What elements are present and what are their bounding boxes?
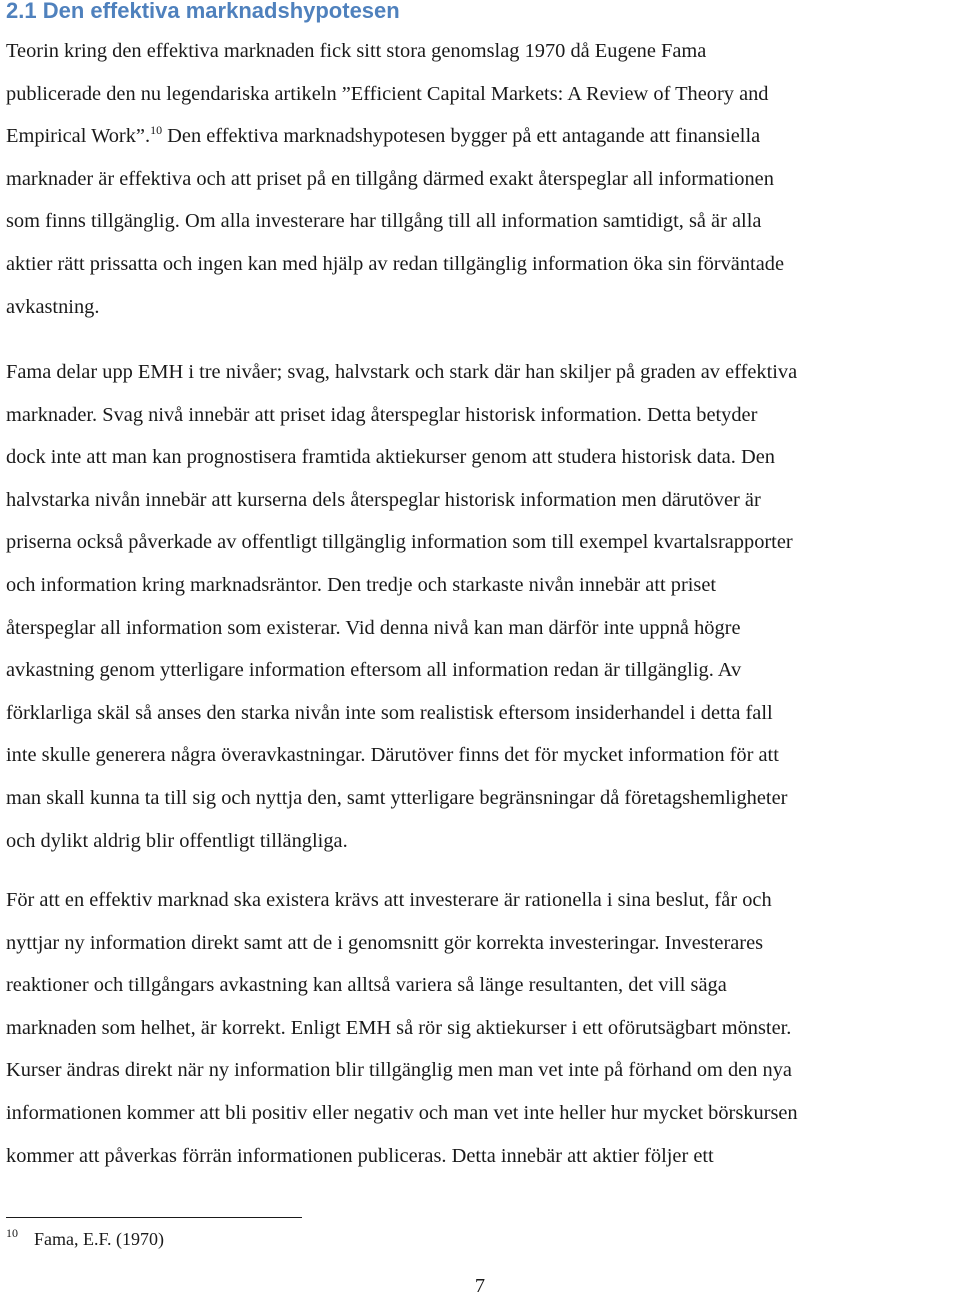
text-line: Kurser ändras direkt när ny information blir tillgänglig men man vet inte på förhand om den nya: [6, 1059, 792, 1082]
text-line: För att en effektiv marknad ska existera krävs att investerare är rationella i sina beslut, får och: [6, 889, 772, 911]
paragraph-2: [6, 351, 960, 862]
text-line: Teorin kring den effektiva marknaden fick sitt stora genomslag 1970 då Eugene Fama: [6, 40, 707, 62]
text-line: Fama delar upp EMH i tre nivåer; svag, halvstark och stark där han skiljer på graden av effektiva: [6, 361, 798, 383]
paragraph-3: [6, 879, 960, 1177]
footnote-separator: [6, 1217, 302, 1218]
text-line: förklarliga skäl så anses den starka nivån inte som realistisk eftersom insiderhandel i detta fall: [6, 701, 773, 724]
text-line: och information kring marknadsräntor. Den tredje och starkaste nivån innebär att priset: [6, 573, 717, 596]
footnote-reference[interactable]: 10: [150, 123, 163, 138]
text-line: marknaden som helhet, är korrekt. Enligt EMH så rör sig aktiekurser i ett oförutsägbart mönster.: [6, 1016, 792, 1039]
text-line: marknader är effektiva och att priset på en tillgång därmed exakt återspeglar all informationen: [6, 167, 774, 190]
text-line: inte skulle generera några överavkastningar. Därutöver finns det för mycket information för att: [6, 744, 779, 767]
text-segment: Den effektiva marknadshypotesen bygger på ett antagande att finansiella: [162, 125, 761, 148]
text-line: informationen kommer att bli positiv eller negativ och man vet inte heller hur mycket börskursen: [6, 1101, 798, 1124]
text-line: halvstarka nivån innebär att kurserna dels återspeglar historisk information men därutöver är: [6, 488, 761, 511]
page-number: 7: [474, 1275, 486, 1297]
text-line: aktier rätt prissatta och ingen kan med hjälp av redan tillgänglig information öka sin förväntade: [6, 252, 785, 275]
footnote: 10 Fama, E.F. (1970): [6, 1226, 165, 1249]
footnote-text: Fama, E.F. (1970): [34, 1229, 165, 1249]
paragraph-1: [6, 30, 960, 328]
text-line: och dylikt aldrig blir offentligt tillängliga.: [6, 829, 348, 852]
text-line: avkastning genom ytterligare information eftersom all information redan är tillgänglig. Av: [6, 659, 742, 682]
text-line: dock inte att man kan prognostisera framtida aktiekurser genom att studera historisk data. Den: [6, 446, 775, 469]
text-line: reaktioner och tillgångars avkastning kan alltså variera så länge resultanten, det vill säga: [6, 974, 727, 997]
text-line: publicerade den nu legendariska artikeln ”Efficient Capital Markets: A Review of Theory and: [6, 82, 769, 105]
text-line: återspeglar all information som existerar. Vid denna nivå kan man därför inte uppnå högre: [6, 616, 741, 639]
text-line: [6, 115, 960, 158]
section-heading: 2.1 Den effektiva marknadshypotesen: [6, 0, 400, 23]
text-line: som finns tillgänglig. Om alla investerare har tillgång till all information samtidigt, så är alla: [6, 210, 762, 233]
text-segment: Empirical Work”.: [6, 125, 151, 148]
text-line: avkastning.: [6, 295, 100, 318]
text-line: marknader. Svag nivå innebär att priset idag återspeglar historisk information. Detta betyder: [6, 403, 758, 426]
text-line: nyttjar ny information direkt samt att de i genomsnitt gör korrekta investeringar. Investerares: [6, 931, 764, 954]
text-line: priserna också påverkade av offentligt tillgänglig information som till exempel kvartalsrapporter: [6, 531, 793, 554]
text-line: man skall kunna ta till sig och nyttja den, samt ytterligare begränsningar då företagshemligheter: [6, 786, 788, 809]
text-line: kommer att påverkas förrän informationen publiceras. Detta innebär att aktier följer ett: [6, 1144, 714, 1167]
